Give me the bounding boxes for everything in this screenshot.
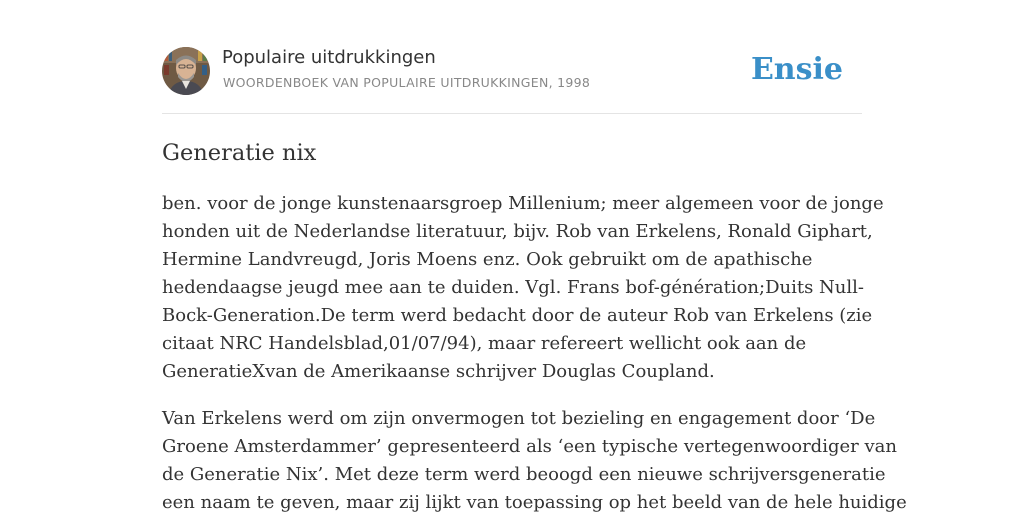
- source-subtitle: WOORDENBOEK VAN POPULAIRE UITDRUKKINGEN, 1998: [223, 75, 591, 90]
- text-line: honden uit de Nederlandse literatuur, bijv. Rob van Erkelens, Ronald Giphart,: [162, 221, 873, 242]
- text-line: GeneratieXvan de Amerikaanse schrijver Douglas Coupland.: [162, 361, 715, 382]
- author-avatar[interactable]: [162, 47, 210, 95]
- text-line: Van Erkelens werd om zijn onvermogen tot bezieling en engagement door ‘De: [162, 408, 876, 429]
- text-line: ben. voor de jonge kunstenaarsgroep Millenium; meer algemeen voor de jonge: [162, 193, 884, 214]
- header-divider: [162, 113, 862, 114]
- author-portrait-icon: [162, 47, 210, 95]
- entry-title: Generatie nix: [162, 140, 317, 166]
- text-line: hedendaagse jeugd mee aan te duiden. Vgl. Frans bof-génération;Duits Null-: [162, 277, 864, 298]
- text-line: de Generatie Nix’. Met deze term werd beoogd een nieuwe schrijversgeneratie: [162, 464, 886, 485]
- text-line: Bock-Generation.De term werd bedacht door de auteur Rob van Erkelens (zie: [162, 305, 873, 326]
- entry-body: [162, 190, 907, 512]
- source-header: [162, 46, 862, 96]
- text-line: een naam te geven, maar zij lijkt van toepassing op het beeld van de hele huidige: [162, 492, 907, 512]
- brand-logo[interactable]: Ensie: [750, 52, 843, 87]
- paragraph: [162, 405, 907, 512]
- paragraph: [162, 190, 884, 386]
- text-line: Hermine Landvreugd, Joris Moens enz. Ook gebruikt om de apathische: [162, 249, 813, 270]
- text-line: Groene Amsterdammer’ gepresenteerd als ‘een typische vertegenwoordiger van: [162, 436, 897, 457]
- source-title[interactable]: Populaire uitdrukkingen: [222, 47, 436, 68]
- text-line: citaat NRC Handelsblad,01/07/94), maar refereert wellicht ook aan de: [162, 333, 807, 354]
